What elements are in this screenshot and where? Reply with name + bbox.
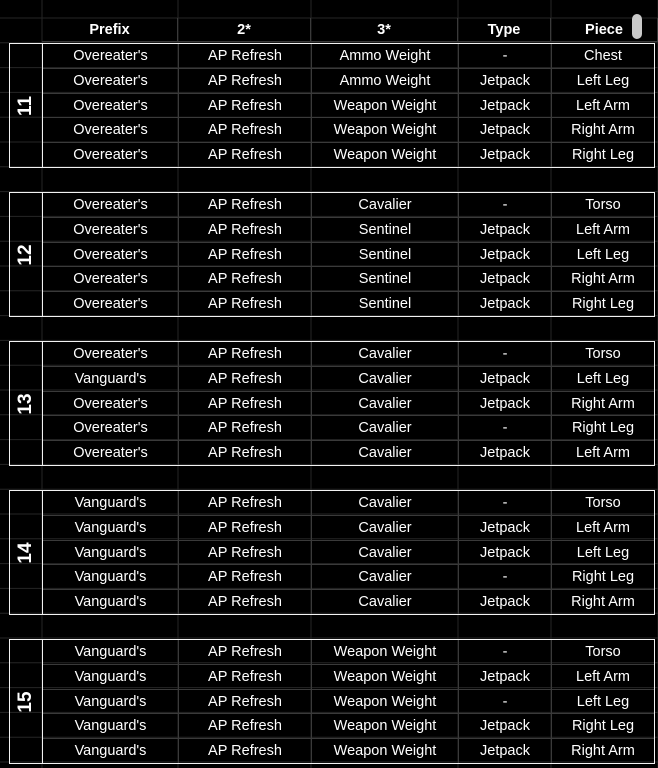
group-rows: [43, 193, 654, 316]
column-header-prefix[interactable]: Prefix: [42, 18, 178, 42]
group-label-text: 13: [15, 392, 36, 415]
group-label-cell[interactable]: [10, 193, 43, 316]
cell-3-star[interactable]: Cavalier: [312, 392, 459, 416]
cell-piece[interactable]: Right Arm: [571, 594, 635, 611]
cell-prefix[interactable]: Vanguard's: [43, 690, 179, 714]
table-row: [43, 640, 654, 665]
table-row: [43, 243, 654, 268]
cell-2-star[interactable]: AP Refresh: [179, 690, 312, 714]
cell-type[interactable]: -: [459, 342, 552, 366]
cell-type[interactable]: Jetpack: [459, 541, 552, 565]
cell-type[interactable]: Jetpack: [459, 143, 552, 167]
table-row: [43, 441, 654, 465]
group-label-text: 14: [15, 541, 36, 564]
cell-piece[interactable]: Right Leg: [571, 569, 635, 586]
column-header-type[interactable]: Type: [458, 18, 551, 42]
group-rows: [43, 44, 654, 167]
cell-piece[interactable]: Left Leg: [576, 544, 630, 561]
cell-2-star[interactable]: AP Refresh: [179, 590, 312, 614]
cell-3-star[interactable]: Cavalier: [312, 193, 459, 217]
cell-2-star[interactable]: AP Refresh: [179, 94, 312, 118]
cell-prefix[interactable]: Vanguard's: [43, 590, 179, 614]
cell-2-star[interactable]: AP Refresh: [179, 739, 312, 763]
table-row: [43, 565, 654, 590]
cell-prefix[interactable]: Vanguard's: [43, 516, 179, 540]
cell-prefix[interactable]: Overeater's: [43, 267, 179, 291]
cell-piece[interactable]: Chest: [584, 48, 622, 64]
cell-3-star[interactable]: Weapon Weight: [312, 739, 459, 763]
cell-2-star[interactable]: AP Refresh: [179, 392, 312, 416]
cell-2-star[interactable]: AP Refresh: [179, 118, 312, 142]
row-group: [9, 43, 655, 168]
cell-prefix[interactable]: Overeater's: [43, 392, 179, 416]
table-row: [43, 193, 654, 218]
table-row: [43, 143, 654, 167]
cell-piece[interactable]: Right Arm: [571, 271, 635, 288]
table-row: [43, 714, 654, 739]
cell-prefix[interactable]: Overeater's: [43, 69, 179, 93]
cell-2-star[interactable]: AP Refresh: [179, 516, 312, 540]
table-row: [43, 590, 654, 614]
group-rows: [43, 491, 654, 614]
table-row: [43, 118, 654, 143]
table-row: [43, 690, 654, 715]
cell-piece[interactable]: Left Leg: [576, 693, 630, 710]
cell-2-star[interactable]: AP Refresh: [179, 491, 312, 515]
table-row: [43, 218, 654, 243]
cell-3-star[interactable]: Cavalier: [312, 491, 459, 515]
cell-prefix[interactable]: Vanguard's: [43, 739, 179, 763]
cell-prefix[interactable]: Vanguard's: [43, 367, 179, 391]
vertical-scrollbar-thumb[interactable]: [632, 14, 642, 39]
cell-3-star[interactable]: Cavalier: [312, 441, 459, 465]
cell-prefix[interactable]: Vanguard's: [43, 541, 179, 565]
cell-type[interactable]: -: [459, 491, 552, 515]
group-label-text: 11: [15, 95, 36, 116]
group-label-cell[interactable]: [10, 491, 43, 614]
cell-prefix[interactable]: Vanguard's: [43, 491, 179, 515]
cell-3-star[interactable]: Weapon Weight: [312, 640, 459, 664]
cell-prefix[interactable]: Vanguard's: [43, 640, 179, 664]
cell-piece[interactable]: Right Leg: [571, 147, 635, 164]
table-row: [43, 739, 654, 763]
cell-3-star[interactable]: Sentinel: [312, 218, 459, 242]
cell-piece[interactable]: Left Arm: [576, 519, 630, 536]
table-row: [43, 665, 654, 690]
column-header-2-star[interactable]: 2*: [178, 18, 311, 42]
cell-prefix[interactable]: Overeater's: [43, 243, 179, 267]
cell-prefix[interactable]: Vanguard's: [43, 565, 179, 589]
cell-type[interactable]: Jetpack: [459, 218, 552, 242]
cell-prefix[interactable]: Overeater's: [43, 441, 179, 465]
cell-prefix[interactable]: Overeater's: [43, 143, 179, 167]
cell-type[interactable]: Jetpack: [459, 739, 552, 763]
cell-2-star[interactable]: AP Refresh: [179, 541, 312, 565]
cell-2-star[interactable]: AP Refresh: [179, 143, 312, 167]
cell-piece[interactable]: Right Arm: [571, 122, 635, 139]
table-row: [43, 267, 654, 292]
cell-piece[interactable]: Left Leg: [576, 72, 630, 89]
cell-3-star[interactable]: Weapon Weight: [312, 714, 459, 738]
row-group: [9, 490, 655, 615]
cell-piece[interactable]: Left Arm: [576, 221, 630, 238]
cell-2-star[interactable]: AP Refresh: [179, 640, 312, 664]
cell-type[interactable]: Jetpack: [459, 94, 552, 118]
cell-3-star[interactable]: Cavalier: [312, 367, 459, 391]
cell-2-star[interactable]: AP Refresh: [179, 441, 312, 465]
cell-2-star[interactable]: AP Refresh: [179, 416, 312, 440]
table-row: [43, 392, 654, 417]
cell-piece[interactable]: Torso: [585, 346, 621, 362]
cell-piece[interactable]: Right Leg: [571, 718, 635, 735]
cell-3-star[interactable]: Ammo Weight: [312, 69, 459, 93]
group-label-text: 15: [15, 690, 36, 713]
cell-prefix[interactable]: Overeater's: [43, 416, 179, 440]
table-row: [43, 292, 654, 316]
table-row: [43, 342, 654, 367]
cell-type[interactable]: Jetpack: [459, 665, 552, 689]
cell-type[interactable]: Jetpack: [459, 441, 552, 465]
cell-prefix[interactable]: Overeater's: [43, 342, 179, 366]
cell-piece[interactable]: Right Arm: [571, 395, 635, 412]
cell-2-star[interactable]: AP Refresh: [179, 665, 312, 689]
cell-type[interactable]: Jetpack: [459, 292, 552, 316]
table-row: [43, 491, 654, 516]
cell-2-star[interactable]: AP Refresh: [179, 342, 312, 366]
cell-type[interactable]: Jetpack: [459, 516, 552, 540]
cell-type[interactable]: -: [459, 565, 552, 589]
cell-type[interactable]: Jetpack: [459, 367, 552, 391]
cell-3-star[interactable]: Cavalier: [312, 516, 459, 540]
group-label-cell[interactable]: [10, 44, 43, 167]
cell-3-star[interactable]: Cavalier: [312, 565, 459, 589]
group-label-text: 12: [15, 243, 36, 266]
cell-3-star[interactable]: Weapon Weight: [312, 690, 459, 714]
cell-piece[interactable]: Torso: [585, 644, 621, 660]
cell-prefix[interactable]: Overeater's: [43, 218, 179, 242]
group-rows: [43, 640, 654, 763]
cell-prefix[interactable]: Overeater's: [43, 118, 179, 142]
cell-2-star[interactable]: AP Refresh: [179, 267, 312, 291]
column-header-3-star[interactable]: 3*: [311, 18, 458, 42]
cell-type[interactable]: Jetpack: [459, 590, 552, 614]
cell-piece[interactable]: Left Arm: [576, 445, 630, 462]
cell-type[interactable]: Jetpack: [459, 243, 552, 267]
cell-2-star[interactable]: AP Refresh: [179, 69, 312, 93]
cell-piece[interactable]: Left Leg: [576, 246, 630, 263]
cell-3-star[interactable]: Weapon Weight: [312, 665, 459, 689]
cell-2-star[interactable]: AP Refresh: [179, 292, 312, 316]
group-rows: [43, 342, 654, 465]
cell-prefix[interactable]: Overeater's: [43, 193, 179, 217]
cell-2-star[interactable]: AP Refresh: [179, 44, 312, 68]
cell-type[interactable]: -: [459, 193, 552, 217]
cell-3-star[interactable]: Sentinel: [312, 267, 459, 291]
cell-2-star[interactable]: AP Refresh: [179, 367, 312, 391]
cell-3-star[interactable]: Sentinel: [312, 243, 459, 267]
cell-3-star[interactable]: Cavalier: [312, 590, 459, 614]
cell-prefix[interactable]: Overeater's: [43, 94, 179, 118]
table-row: [43, 416, 654, 441]
cell-2-star[interactable]: AP Refresh: [179, 565, 312, 589]
cell-type[interactable]: -: [459, 640, 552, 664]
cell-3-star[interactable]: Cavalier: [312, 342, 459, 366]
group-label-cell[interactable]: [10, 640, 43, 763]
cell-prefix[interactable]: Overeater's: [43, 44, 179, 68]
cell-type[interactable]: Jetpack: [459, 267, 552, 291]
cell-2-star[interactable]: AP Refresh: [179, 243, 312, 267]
table-row: [43, 44, 654, 69]
cell-prefix[interactable]: Overeater's: [43, 292, 179, 316]
cell-3-star[interactable]: Ammo Weight: [312, 44, 459, 68]
cell-piece[interactable]: Right Leg: [571, 296, 635, 313]
cell-3-star[interactable]: Weapon Weight: [312, 94, 459, 118]
cell-piece[interactable]: Right Leg: [571, 420, 635, 437]
group-label-cell[interactable]: [10, 342, 43, 465]
cell-prefix[interactable]: Vanguard's: [43, 714, 179, 738]
cell-type[interactable]: Jetpack: [459, 118, 552, 142]
cell-3-star[interactable]: Cavalier: [312, 416, 459, 440]
cell-3-star[interactable]: Sentinel: [312, 292, 459, 316]
cell-type[interactable]: Jetpack: [459, 69, 552, 93]
cell-type[interactable]: -: [459, 690, 552, 714]
cell-type[interactable]: Jetpack: [459, 714, 552, 738]
cell-3-star[interactable]: Cavalier: [312, 541, 459, 565]
column-header-piece[interactable]: Piece: [551, 18, 658, 42]
table-row: [43, 94, 654, 119]
cell-piece[interactable]: Right Arm: [571, 743, 635, 760]
cell-3-star[interactable]: Weapon Weight: [312, 118, 459, 142]
cell-type[interactable]: -: [459, 44, 552, 68]
cell-prefix[interactable]: Vanguard's: [43, 665, 179, 689]
table-row: [43, 69, 654, 94]
cell-2-star[interactable]: AP Refresh: [179, 714, 312, 738]
cell-piece[interactable]: Left Arm: [576, 97, 630, 114]
row-group: [9, 341, 655, 466]
table-header-row: [42, 18, 658, 42]
cell-piece[interactable]: Left Leg: [576, 370, 630, 387]
table-row: [43, 516, 654, 541]
cell-type[interactable]: -: [459, 416, 552, 440]
cell-3-star[interactable]: Weapon Weight: [312, 143, 459, 167]
table-row: [43, 367, 654, 392]
cell-2-star[interactable]: AP Refresh: [179, 193, 312, 217]
cell-piece[interactable]: Left Arm: [576, 668, 630, 685]
cell-piece[interactable]: Torso: [585, 495, 621, 511]
cell-piece[interactable]: Torso: [585, 197, 621, 213]
table-row: [43, 541, 654, 566]
cell-2-star[interactable]: AP Refresh: [179, 218, 312, 242]
row-group: [9, 639, 655, 764]
cell-type[interactable]: Jetpack: [459, 392, 552, 416]
row-group: [9, 192, 655, 317]
